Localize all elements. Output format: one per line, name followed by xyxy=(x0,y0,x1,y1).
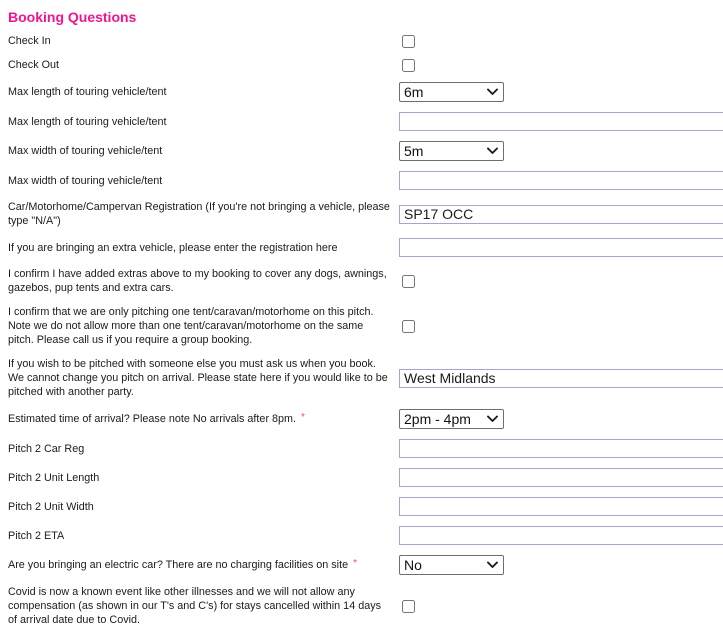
question-row-max-length-select xyxy=(8,82,723,102)
question-control xyxy=(399,369,723,388)
pitch2-car-reg-input[interactable] xyxy=(399,439,723,458)
question-label: Car/Motorhome/Campervan Registration (If you're not bringing a vehicle, please type "N/A") xyxy=(8,201,390,227)
question-label: Pitch 2 Car Reg xyxy=(8,442,85,455)
question-row-check-in xyxy=(8,34,723,48)
question-control xyxy=(399,409,504,429)
question-control xyxy=(399,600,415,613)
question-row-pitch2-car-reg xyxy=(8,439,723,458)
check-in-checkbox[interactable] xyxy=(402,35,415,48)
arrival-time-select-wrap xyxy=(399,409,504,429)
question-label xyxy=(8,412,391,427)
question-row-pitch2-eta xyxy=(8,526,723,545)
question-control xyxy=(399,141,504,161)
question-label: Pitch 2 Unit Length xyxy=(8,471,100,484)
question-control xyxy=(399,439,723,458)
max-length-input[interactable] xyxy=(399,112,723,131)
pitch2-unit-width-input[interactable] xyxy=(399,497,723,516)
question-row-registration xyxy=(8,200,723,228)
question-row-extra-vehicle xyxy=(8,238,723,257)
check-out-checkbox[interactable] xyxy=(402,59,415,72)
question-control xyxy=(399,59,415,72)
question-row-confirm-single-pitch xyxy=(8,305,723,347)
question-label-text: Are you bringing an electric car? There are no charging facilities on site xyxy=(8,558,349,571)
booking-questions-form xyxy=(8,9,723,627)
extras-confirm-checkbox[interactable] xyxy=(402,275,415,288)
question-label-text: Estimated time of arrival? Please note No arrivals after 8pm. xyxy=(8,412,297,425)
question-label: Covid is now a known event like other illnesses and we will not allow any compensation (as shown in our T's and C's) for stays cancelled within 14 days of arrival date due to Covid. xyxy=(8,586,381,626)
question-row-max-width-text xyxy=(8,171,723,190)
question-row-arrival-time xyxy=(8,409,723,429)
question-row-max-width-select xyxy=(8,141,723,161)
question-row-check-out xyxy=(8,58,723,72)
question-control xyxy=(399,275,415,288)
max-length-select[interactable] xyxy=(399,82,504,102)
question-control xyxy=(399,82,504,102)
question-control xyxy=(399,238,723,257)
question-label: If you wish to be pitched with someone else you must ask us when you book. We cannot change you pitch on arrival. Please state here if you would like to be pitched with another party. xyxy=(8,358,388,398)
question-row-confirm-extras xyxy=(8,267,723,295)
max-width-select[interactable] xyxy=(399,141,504,161)
question-label: Max length of touring vehicle/tent xyxy=(8,115,167,128)
electric-car-select-wrap xyxy=(399,555,504,575)
covid-policy-checkbox[interactable] xyxy=(402,600,415,613)
question-control xyxy=(399,497,723,516)
question-control xyxy=(399,171,723,190)
max-width-input[interactable] xyxy=(399,171,723,190)
question-label: Pitch 2 Unit Width xyxy=(8,500,94,513)
question-control xyxy=(399,555,504,575)
required-asterisk: * xyxy=(301,411,305,423)
question-row-max-length-text xyxy=(8,112,723,131)
question-row-covid-policy xyxy=(8,585,723,627)
extra-vehicle-input[interactable] xyxy=(399,238,723,257)
question-label: Check Out xyxy=(8,59,60,71)
question-label: I confirm that we are only pitching one tent/caravan/motorhome on this pitch. Note we do not allow more than one tent/caravan/motorhome on the same pitch. Please call us if you require a group booking. xyxy=(8,306,374,346)
pitch-sharing-input[interactable] xyxy=(399,369,723,388)
question-label: Max length of touring vehicle/tent xyxy=(8,86,167,98)
question-row-electric-car xyxy=(8,555,723,575)
question-label: Pitch 2 ETA xyxy=(8,529,65,542)
question-row-pitch-sharing xyxy=(8,357,723,399)
question-control xyxy=(399,35,415,48)
pitch2-unit-length-input[interactable] xyxy=(399,468,723,487)
question-row-pitch2-unit-length xyxy=(8,468,723,487)
max-width-select-wrap xyxy=(399,141,504,161)
arrival-time-select[interactable] xyxy=(399,409,504,429)
pitch2-eta-input[interactable] xyxy=(399,526,723,545)
question-row-pitch2-unit-width xyxy=(8,497,723,516)
question-control xyxy=(399,112,723,131)
question-control xyxy=(399,320,415,333)
question-control xyxy=(399,468,723,487)
question-label: I confirm I have added extras above to my booking to cover any dogs, awnings, gazebos, pup tents and extra cars. xyxy=(8,268,387,294)
page-title: Booking Questions xyxy=(8,9,137,25)
question-control xyxy=(399,526,723,545)
question-label: Max width of touring vehicle/tent xyxy=(8,145,163,157)
max-length-select-wrap xyxy=(399,82,504,102)
question-label: Check In xyxy=(8,35,51,47)
electric-car-select[interactable] xyxy=(399,555,504,575)
question-control xyxy=(399,205,723,224)
question-label: If you are bringing an extra vehicle, please enter the registration here xyxy=(8,241,338,254)
single-pitch-confirm-checkbox[interactable] xyxy=(402,320,415,333)
registration-input[interactable] xyxy=(399,205,723,224)
question-label xyxy=(8,558,391,573)
question-label: Max width of touring vehicle/tent xyxy=(8,174,163,187)
required-asterisk: * xyxy=(353,557,357,569)
